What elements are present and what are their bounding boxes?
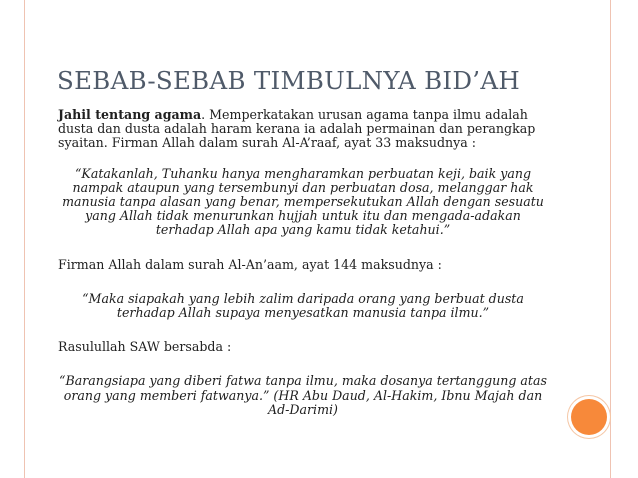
bullet-heading-bold: Jahil tentang agama (58, 107, 202, 122)
frame-line-left (24, 0, 25, 478)
quote-hadith: “Barangsiapa yang diberi fatwa tanpa ilmu, maka dosanya tertanggung atas orang yang memberi fatwanya.” (HR Abu Daud, Al-Hakim, Ibnu Majah dan Ad-Darimi) (59, 373, 547, 417)
decorative-circle (571, 399, 607, 435)
intro-hadith: Rasulullah SAW bersabda : (58, 339, 232, 355)
frame-line-right (610, 0, 611, 478)
bullet-paragraph (58, 108, 548, 151)
slide-body (58, 108, 548, 417)
slide-title: SEBAB-SEBAB TIMBULNYA BID’AH (57, 66, 521, 95)
quote-al-anaam: “Maka siapakah yang lebih zalim daripada orang yang berbuat dusta terhadap Allah supaya menyesatkan manusia tanpa ilmu.” (82, 290, 524, 321)
intro-al-anaam: Firman Allah dalam surah Al-An’aam, ayat 144 maksudnya : (58, 256, 442, 272)
quote-al-araaf: “Katakanlah, Tuhanku hanya mengharamkan perbuatan keji, baik yang nampak ataupun yang tersembunyi dan perbuatan dosa, melanggar hak manusia tanpa alasan yang benar, mempersekutukan Allah dengan sesuatu yang Allah tidak menurunkan hujjah untuk itu dan mengada-adakan terhadap Allah apa yang kamu tidak ketahui.” (62, 165, 544, 238)
bullet-heading-text: . Memperkatakan urusan agama tanpa ilmu adalah dusta dan dusta adalah haram kerana ia adalah permainan dan perangkap syaitan. Firman Allah dalam surah Al-A’raaf, ayat 33 maksudnya : (58, 107, 536, 151)
